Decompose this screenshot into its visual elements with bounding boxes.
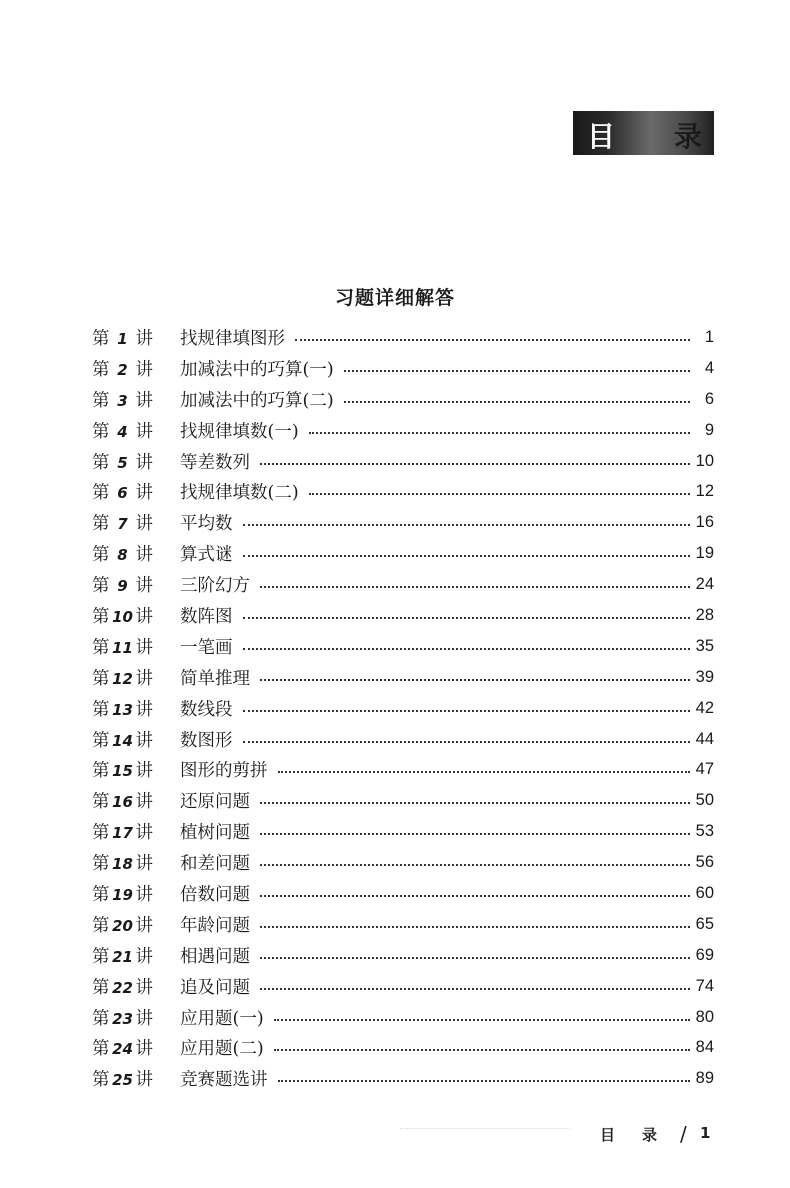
lecture-index: 7 (117, 515, 128, 534)
lecture-suffix: 讲 (135, 977, 153, 998)
lecture-prefix: 第 (92, 576, 110, 597)
lecture-index: 13 (112, 700, 133, 719)
lecture-number (92, 387, 180, 412)
toc-entry[interactable] (92, 415, 714, 446)
toc-page-number: 60 (695, 883, 714, 902)
dot-leader (260, 956, 690, 959)
lecture-number (92, 974, 180, 999)
dot-leader (309, 492, 690, 495)
toc-entry[interactable] (92, 724, 714, 755)
lecture-number (92, 541, 180, 566)
toc-page-number: 10 (695, 451, 714, 470)
lecture-suffix: 讲 (135, 854, 153, 875)
toc-topic: 算式谜 (180, 545, 233, 566)
footer-separator: / (680, 1122, 687, 1146)
dot-leader (344, 369, 690, 372)
toc-entry[interactable] (92, 1032, 714, 1063)
lecture-index: 1 (117, 329, 128, 348)
lecture-index: 3 (117, 391, 128, 410)
dot-leader (260, 585, 690, 588)
lecture-index: 20 (112, 916, 133, 935)
lecture-suffix: 讲 (135, 483, 153, 504)
lecture-prefix: 第 (92, 390, 110, 411)
lecture-index: 16 (112, 793, 133, 812)
lecture-suffix: 讲 (135, 545, 153, 566)
toc-entry[interactable] (92, 909, 714, 940)
toc-entry[interactable] (92, 446, 714, 477)
lecture-index: 6 (117, 484, 128, 503)
lecture-index: 23 (112, 1009, 133, 1028)
lecture-index: 4 (117, 422, 128, 441)
lecture-prefix: 第 (92, 545, 110, 566)
toc-topic: 应用题(一) (180, 1008, 264, 1029)
lecture-index: 5 (117, 453, 128, 472)
lecture-suffix: 讲 (135, 884, 153, 905)
lecture-prefix: 第 (92, 668, 110, 689)
lecture-number (92, 356, 180, 381)
dot-leader (260, 863, 690, 866)
lecture-suffix: 讲 (135, 792, 153, 813)
lecture-index: 18 (112, 855, 133, 874)
dot-leader (274, 1048, 690, 1051)
lecture-prefix: 第 (92, 977, 110, 998)
lecture-number (92, 1005, 180, 1030)
toc-page-number: 28 (695, 605, 714, 624)
lecture-suffix: 讲 (135, 421, 153, 442)
lecture-prefix: 第 (92, 606, 110, 627)
toc-topic: 倍数问题 (180, 884, 250, 905)
toc-page-number: 1 (704, 327, 714, 346)
toc-entry[interactable] (92, 816, 714, 847)
dot-leader (243, 740, 690, 743)
lecture-prefix: 第 (92, 328, 110, 349)
lecture-suffix: 讲 (135, 946, 153, 967)
dot-leader (278, 770, 690, 773)
lecture-index: 22 (112, 978, 133, 997)
lecture-index: 11 (112, 638, 133, 657)
dot-leader (309, 431, 690, 434)
toc-page-number: 39 (695, 667, 714, 686)
toc-topic: 加减法中的巧算(一) (180, 359, 334, 380)
lecture-number (92, 881, 180, 906)
lecture-index: 21 (112, 947, 133, 966)
dot-leader (243, 616, 690, 619)
lecture-number (92, 1035, 180, 1060)
lecture-index: 19 (112, 885, 133, 904)
toc-entry[interactable] (92, 353, 714, 384)
lecture-number (92, 479, 180, 504)
lecture-number (92, 634, 180, 659)
lecture-suffix: 讲 (135, 390, 153, 411)
toc-topic: 数线段 (180, 699, 233, 720)
lecture-number (92, 603, 180, 628)
dot-leader (260, 462, 690, 465)
lecture-number (92, 788, 180, 813)
dot-leader (243, 523, 690, 526)
lecture-suffix: 讲 (135, 668, 153, 689)
toc-topic: 年龄问题 (180, 915, 250, 936)
toc-entry[interactable] (92, 754, 714, 785)
lecture-suffix: 讲 (135, 452, 153, 473)
toc-topic: 还原问题 (180, 792, 250, 813)
toc-page-number: 69 (695, 945, 714, 964)
toc-page-number: 53 (695, 822, 714, 841)
toc-topic: 平均数 (180, 514, 233, 535)
toc-topic: 等差数列 (180, 452, 250, 473)
toc-entry[interactable] (92, 1002, 714, 1033)
footer-label-char-2: 录 (642, 1126, 658, 1144)
toc-page-number: 80 (695, 1007, 714, 1026)
toc-topic: 三阶幻方 (180, 576, 250, 597)
toc-topic: 追及问题 (180, 977, 250, 998)
lecture-index: 12 (112, 669, 133, 688)
dot-leader (243, 647, 690, 650)
lecture-prefix: 第 (92, 1070, 110, 1091)
lecture-prefix: 第 (92, 452, 110, 473)
toc-topic: 应用题(二) (180, 1039, 264, 1060)
toc-page-number: 84 (695, 1038, 714, 1057)
toc-topic: 数阵图 (180, 606, 233, 627)
toc-page-number: 12 (695, 482, 714, 501)
lecture-suffix: 讲 (135, 1070, 153, 1091)
toc-entry[interactable] (92, 662, 714, 693)
toc-topic: 找规律填数(一) (180, 421, 299, 442)
toc-topic: 一笔画 (180, 637, 233, 658)
lecture-number (92, 757, 180, 782)
lecture-prefix: 第 (92, 884, 110, 905)
dot-leader (344, 400, 690, 403)
dot-leader (260, 678, 690, 681)
dot-leader (260, 801, 690, 804)
lecture-suffix: 讲 (135, 359, 153, 380)
lecture-prefix: 第 (92, 823, 110, 844)
dot-leader (278, 1079, 690, 1082)
toc-page-number: 35 (695, 636, 714, 655)
toc-topic: 竞赛题选讲 (180, 1070, 268, 1091)
lecture-prefix: 第 (92, 514, 110, 535)
lecture-index: 25 (112, 1071, 133, 1090)
title-char-1: 目 (587, 120, 616, 153)
lecture-prefix: 第 (92, 761, 110, 782)
toc-page-number: 16 (695, 513, 714, 532)
dot-leader (260, 925, 690, 928)
toc-entry[interactable] (92, 507, 714, 538)
lecture-suffix: 讲 (135, 1008, 153, 1029)
lecture-number (92, 727, 180, 752)
toc-entry[interactable] (92, 569, 714, 600)
lecture-prefix: 第 (92, 359, 110, 380)
lecture-index: 2 (117, 360, 128, 379)
lecture-prefix: 第 (92, 483, 110, 504)
toc-entry[interactable] (92, 476, 714, 507)
toc-page-number: 4 (704, 358, 714, 377)
lecture-suffix: 讲 (135, 606, 153, 627)
toc-topic: 找规律填图形 (180, 328, 285, 349)
lecture-prefix: 第 (92, 854, 110, 875)
footer-page-number: 1 (700, 1124, 711, 1142)
lecture-index: 9 (117, 577, 128, 596)
lecture-number (92, 850, 180, 875)
table-of-contents (92, 322, 714, 1094)
dot-leader (243, 554, 690, 557)
lecture-prefix: 第 (92, 637, 110, 658)
lecture-suffix: 讲 (135, 328, 153, 349)
lecture-prefix: 第 (92, 792, 110, 813)
title-char-2: 录 (673, 120, 702, 153)
toc-page-number: 65 (695, 914, 714, 933)
lecture-suffix: 讲 (135, 823, 153, 844)
toc-entry[interactable] (92, 322, 714, 353)
toc-entry[interactable] (92, 600, 714, 631)
lecture-suffix: 讲 (135, 514, 153, 535)
lecture-number (92, 1066, 180, 1091)
toc-entry[interactable] (92, 693, 714, 724)
footer-label-char-1: 目 (600, 1126, 616, 1144)
lecture-prefix: 第 (92, 730, 110, 751)
lecture-suffix: 讲 (135, 761, 153, 782)
toc-entry[interactable] (92, 785, 714, 816)
dot-leader (243, 709, 690, 712)
dot-leader (260, 894, 690, 897)
lecture-index: 8 (117, 546, 128, 565)
lecture-prefix: 第 (92, 915, 110, 936)
toc-page-number: 6 (704, 389, 714, 408)
dot-leader (295, 338, 690, 341)
toc-topic: 植树问题 (180, 823, 250, 844)
lecture-number (92, 943, 180, 968)
toc-page-number: 47 (695, 760, 714, 779)
lecture-index: 24 (112, 1040, 133, 1059)
toc-page-number: 24 (695, 575, 714, 594)
lecture-prefix: 第 (92, 421, 110, 442)
toc-entry[interactable] (92, 1063, 714, 1094)
lecture-prefix: 第 (92, 699, 110, 720)
toc-page-number: 42 (695, 698, 714, 717)
toc-topic: 加减法中的巧算(二) (180, 390, 334, 411)
lecture-suffix: 讲 (135, 637, 153, 658)
lecture-prefix: 第 (92, 1039, 110, 1060)
toc-entry[interactable] (92, 878, 714, 909)
toc-topic: 和差问题 (180, 854, 250, 875)
lecture-prefix: 第 (92, 946, 110, 967)
lecture-suffix: 讲 (135, 576, 153, 597)
toc-topic: 图形的剪拼 (180, 761, 268, 782)
toc-entry[interactable] (92, 384, 714, 415)
lecture-number (92, 325, 180, 350)
toc-entry[interactable] (92, 940, 714, 971)
lecture-prefix: 第 (92, 1008, 110, 1029)
lecture-index: 10 (112, 607, 133, 626)
lecture-number (92, 696, 180, 721)
toc-topic: 简单推理 (180, 668, 250, 689)
lecture-suffix: 讲 (135, 699, 153, 720)
contents-title-banner (573, 111, 714, 155)
dot-leader (260, 832, 690, 835)
lecture-number (92, 819, 180, 844)
dot-leader (274, 1018, 690, 1021)
toc-page-number: 9 (704, 420, 714, 439)
lecture-number (92, 418, 180, 443)
lecture-suffix: 讲 (135, 915, 153, 936)
toc-topic: 相遇问题 (180, 946, 250, 967)
lecture-number (92, 665, 180, 690)
toc-entry[interactable] (92, 631, 714, 662)
toc-topic: 找规律填数(二) (180, 483, 299, 504)
toc-page-number: 44 (695, 729, 714, 748)
lecture-index: 15 (112, 762, 133, 781)
toc-page-number: 56 (695, 853, 714, 872)
toc-page-number: 74 (695, 976, 714, 995)
toc-entry[interactable] (92, 847, 714, 878)
toc-topic: 数图形 (180, 730, 233, 751)
section-heading: 习题详细解答 (334, 287, 455, 309)
toc-entry[interactable] (92, 971, 714, 1002)
lecture-number (92, 449, 180, 474)
lecture-number (92, 510, 180, 535)
lecture-index: 14 (112, 731, 133, 750)
lecture-suffix: 讲 (135, 1039, 153, 1060)
lecture-number (92, 572, 180, 597)
toc-entry[interactable] (92, 538, 714, 569)
lecture-suffix: 讲 (135, 730, 153, 751)
toc-page-number: 89 (695, 1069, 714, 1088)
lecture-index: 17 (112, 824, 133, 843)
faint-rule (400, 1127, 570, 1129)
dot-leader (260, 987, 690, 990)
lecture-number (92, 912, 180, 937)
toc-page-number: 50 (695, 791, 714, 810)
toc-page-number: 19 (695, 544, 714, 563)
